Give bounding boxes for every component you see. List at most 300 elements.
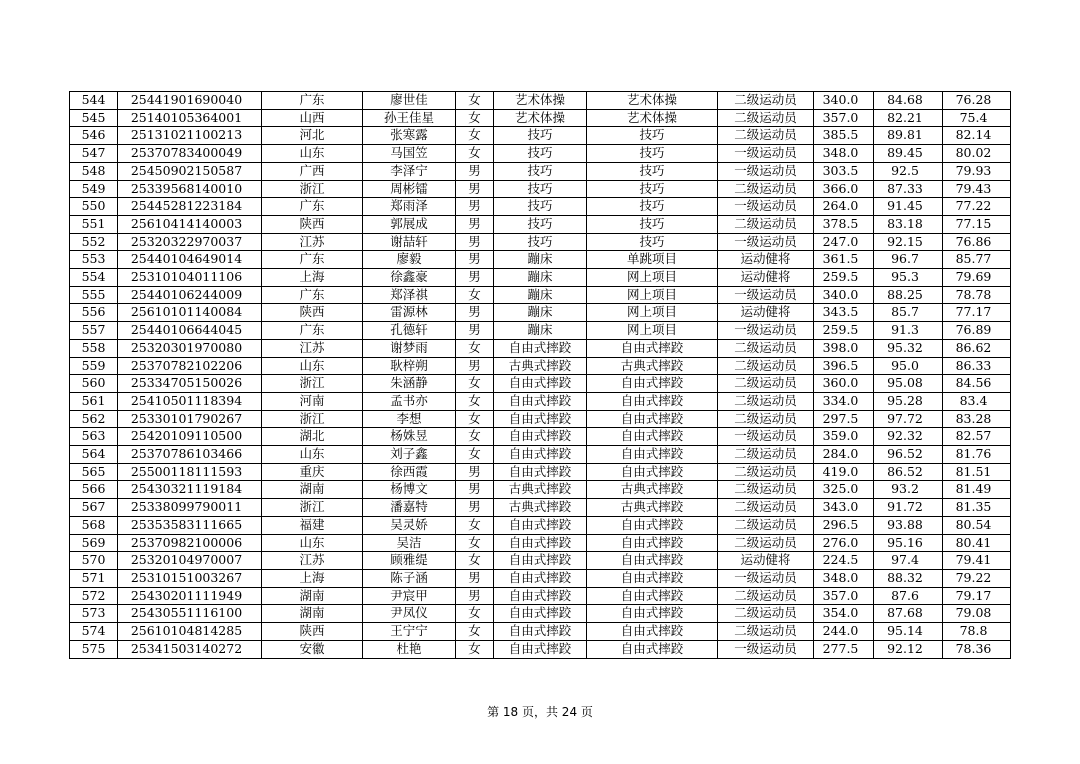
cell-name: 尹凤仪 — [363, 605, 456, 623]
cell-gender: 男 — [456, 322, 494, 340]
cell-gender: 女 — [456, 534, 494, 552]
cell-specialty-score: 82.21 — [874, 109, 943, 127]
cell-name: 潘嘉特 — [363, 499, 456, 517]
cell-gender: 女 — [456, 145, 494, 163]
cell-specialty-score: 95.3 — [874, 269, 943, 287]
cell-province: 广东 — [262, 92, 363, 110]
cell-culture-score: 343.5 — [814, 304, 874, 322]
cell-total-score: 77.22 — [943, 198, 1011, 216]
cell-event: 自由式摔跤 — [587, 375, 718, 393]
cell-total-score: 83.28 — [943, 410, 1011, 428]
cell-name: 徐鑫豪 — [363, 269, 456, 287]
cell-gender: 男 — [456, 587, 494, 605]
cell-exam-id: 25410501118394 — [118, 392, 262, 410]
table-body — [70, 92, 1011, 659]
cell-name: 杨姝昱 — [363, 428, 456, 446]
cell-athlete-level: 运动健将 — [718, 552, 814, 570]
cell-culture-score: 334.0 — [814, 392, 874, 410]
cell-name: 郑雨泽 — [363, 198, 456, 216]
cell-province: 广东 — [262, 198, 363, 216]
cell-sport: 自由式摔跤 — [494, 623, 587, 641]
cell-province: 湖南 — [262, 605, 363, 623]
cell-province: 山西 — [262, 109, 363, 127]
cell-athlete-level: 二级运动员 — [718, 463, 814, 481]
table-row — [70, 410, 1011, 428]
cell-specialty-score: 86.52 — [874, 463, 943, 481]
cell-specialty-score: 97.72 — [874, 410, 943, 428]
cell-gender: 女 — [456, 92, 494, 110]
cell-sport: 艺术体操 — [494, 109, 587, 127]
cell-total-score: 86.62 — [943, 339, 1011, 357]
cell-sport: 自由式摔跤 — [494, 587, 587, 605]
cell-sport: 自由式摔跤 — [494, 516, 587, 534]
cell-total-score: 79.69 — [943, 269, 1011, 287]
cell-exam-id: 25610104814285 — [118, 623, 262, 641]
cell-athlete-level: 二级运动员 — [718, 392, 814, 410]
cell-province: 广东 — [262, 251, 363, 269]
cell-specialty-score: 92.5 — [874, 162, 943, 180]
cell-event: 自由式摔跤 — [587, 534, 718, 552]
cell-sport: 技巧 — [494, 198, 587, 216]
cell-exam-id: 25320322970037 — [118, 233, 262, 251]
cell-event: 自由式摔跤 — [587, 410, 718, 428]
cell-culture-score: 348.0 — [814, 569, 874, 587]
cell-event: 技巧 — [587, 145, 718, 163]
cell-sport: 古典式摔跤 — [494, 499, 587, 517]
cell-gender: 女 — [456, 428, 494, 446]
cell-row-number: 564 — [70, 446, 118, 464]
cell-athlete-level: 一级运动员 — [718, 428, 814, 446]
cell-total-score: 82.57 — [943, 428, 1011, 446]
table-row — [70, 463, 1011, 481]
cell-gender: 男 — [456, 180, 494, 198]
cell-gender: 女 — [456, 286, 494, 304]
cell-gender: 男 — [456, 569, 494, 587]
cell-province: 陕西 — [262, 623, 363, 641]
cell-gender: 女 — [456, 605, 494, 623]
cell-sport: 蹦床 — [494, 251, 587, 269]
cell-total-score: 83.4 — [943, 392, 1011, 410]
cell-exam-id: 25310151003267 — [118, 569, 262, 587]
cell-event: 自由式摔跤 — [587, 552, 718, 570]
cell-row-number: 567 — [70, 499, 118, 517]
table-row — [70, 215, 1011, 233]
cell-total-score: 77.15 — [943, 215, 1011, 233]
cell-specialty-score: 91.72 — [874, 499, 943, 517]
cell-athlete-level: 二级运动员 — [718, 109, 814, 127]
cell-row-number: 572 — [70, 587, 118, 605]
table-row — [70, 357, 1011, 375]
cell-culture-score: 247.0 — [814, 233, 874, 251]
cell-athlete-level: 一级运动员 — [718, 640, 814, 658]
cell-name: 吴洁 — [363, 534, 456, 552]
cell-gender: 男 — [456, 304, 494, 322]
page-footer: 第 18 页，共 24 页 — [487, 705, 593, 719]
cell-exam-id: 25450902150587 — [118, 162, 262, 180]
cell-culture-score: 325.0 — [814, 481, 874, 499]
cell-row-number: 563 — [70, 428, 118, 446]
cell-gender: 女 — [456, 640, 494, 658]
cell-row-number: 559 — [70, 357, 118, 375]
cell-gender: 女 — [456, 339, 494, 357]
cell-event: 自由式摔跤 — [587, 605, 718, 623]
cell-sport: 自由式摔跤 — [494, 552, 587, 570]
cell-sport: 自由式摔跤 — [494, 534, 587, 552]
cell-specialty-score: 96.52 — [874, 446, 943, 464]
table-row — [70, 145, 1011, 163]
cell-gender: 男 — [456, 215, 494, 233]
cell-province: 福建 — [262, 516, 363, 534]
cell-sport: 古典式摔跤 — [494, 481, 587, 499]
cell-sport: 艺术体操 — [494, 92, 587, 110]
cell-name: 马国笠 — [363, 145, 456, 163]
cell-athlete-level: 二级运动员 — [718, 534, 814, 552]
cell-row-number: 546 — [70, 127, 118, 145]
cell-culture-score: 357.0 — [814, 109, 874, 127]
cell-sport: 技巧 — [494, 180, 587, 198]
cell-sport: 自由式摔跤 — [494, 463, 587, 481]
cell-exam-id: 25370782102206 — [118, 357, 262, 375]
cell-specialty-score: 83.18 — [874, 215, 943, 233]
cell-sport: 自由式摔跤 — [494, 410, 587, 428]
cell-row-number: 545 — [70, 109, 118, 127]
cell-total-score: 82.14 — [943, 127, 1011, 145]
cell-row-number: 554 — [70, 269, 118, 287]
table-row — [70, 605, 1011, 623]
cell-athlete-level: 运动健将 — [718, 251, 814, 269]
cell-sport: 蹦床 — [494, 304, 587, 322]
cell-event: 艺术体操 — [587, 92, 718, 110]
cell-total-score: 79.08 — [943, 605, 1011, 623]
table-row — [70, 534, 1011, 552]
cell-name: 王宁宁 — [363, 623, 456, 641]
cell-event: 单跳项目 — [587, 251, 718, 269]
cell-province: 山东 — [262, 145, 363, 163]
cell-athlete-level: 一级运动员 — [718, 286, 814, 304]
cell-specialty-score: 91.3 — [874, 322, 943, 340]
cell-culture-score: 357.0 — [814, 587, 874, 605]
cell-sport: 自由式摔跤 — [494, 569, 587, 587]
cell-province: 湖南 — [262, 481, 363, 499]
cell-exam-id: 25330101790267 — [118, 410, 262, 428]
cell-total-score: 79.43 — [943, 180, 1011, 198]
cell-row-number: 568 — [70, 516, 118, 534]
cell-province: 河北 — [262, 127, 363, 145]
cell-specialty-score: 87.33 — [874, 180, 943, 198]
cell-total-score: 79.41 — [943, 552, 1011, 570]
cell-row-number: 551 — [70, 215, 118, 233]
cell-gender: 女 — [456, 392, 494, 410]
cell-athlete-level: 二级运动员 — [718, 446, 814, 464]
table-row — [70, 339, 1011, 357]
cell-culture-score: 360.0 — [814, 375, 874, 393]
cell-gender: 男 — [456, 357, 494, 375]
cell-row-number: 561 — [70, 392, 118, 410]
cell-event: 自由式摔跤 — [587, 587, 718, 605]
cell-specialty-score: 89.45 — [874, 145, 943, 163]
cell-culture-score: 224.5 — [814, 552, 874, 570]
cell-total-score: 85.77 — [943, 251, 1011, 269]
cell-culture-score: 378.5 — [814, 215, 874, 233]
table-row — [70, 569, 1011, 587]
cell-total-score: 75.4 — [943, 109, 1011, 127]
cell-exam-id: 25441901690040 — [118, 92, 262, 110]
cell-row-number: 573 — [70, 605, 118, 623]
cell-name: 周彬镭 — [363, 180, 456, 198]
cell-row-number: 570 — [70, 552, 118, 570]
cell-name: 陈子涵 — [363, 569, 456, 587]
cell-total-score: 76.28 — [943, 92, 1011, 110]
cell-row-number: 553 — [70, 251, 118, 269]
cell-specialty-score: 95.0 — [874, 357, 943, 375]
cell-event: 自由式摔跤 — [587, 446, 718, 464]
table-row — [70, 446, 1011, 464]
cell-name: 孙王佳星 — [363, 109, 456, 127]
cell-athlete-level: 二级运动员 — [718, 339, 814, 357]
cell-province: 广东 — [262, 286, 363, 304]
cell-exam-id: 25610101140084 — [118, 304, 262, 322]
cell-exam-id: 25341503140272 — [118, 640, 262, 658]
cell-gender: 男 — [456, 499, 494, 517]
cell-athlete-level: 一级运动员 — [718, 162, 814, 180]
cell-exam-id: 25334705150026 — [118, 375, 262, 393]
cell-event: 网上项目 — [587, 304, 718, 322]
cell-province: 江苏 — [262, 552, 363, 570]
cell-row-number: 549 — [70, 180, 118, 198]
cell-province: 陕西 — [262, 304, 363, 322]
cell-event: 自由式摔跤 — [587, 428, 718, 446]
cell-sport: 蹦床 — [494, 286, 587, 304]
table-row — [70, 640, 1011, 658]
table-row — [70, 552, 1011, 570]
cell-culture-score: 398.0 — [814, 339, 874, 357]
cell-row-number: 556 — [70, 304, 118, 322]
cell-province: 上海 — [262, 269, 363, 287]
cell-specialty-score: 84.68 — [874, 92, 943, 110]
cell-specialty-score: 95.28 — [874, 392, 943, 410]
cell-gender: 男 — [456, 162, 494, 180]
cell-province: 湖南 — [262, 587, 363, 605]
cell-exam-id: 25320104970007 — [118, 552, 262, 570]
cell-total-score: 81.35 — [943, 499, 1011, 517]
cell-sport: 蹦床 — [494, 269, 587, 287]
cell-row-number: 565 — [70, 463, 118, 481]
cell-sport: 技巧 — [494, 127, 587, 145]
cell-province: 广西 — [262, 162, 363, 180]
cell-culture-score: 277.5 — [814, 640, 874, 658]
cell-row-number: 550 — [70, 198, 118, 216]
cell-culture-score: 354.0 — [814, 605, 874, 623]
cell-total-score: 84.56 — [943, 375, 1011, 393]
table-row — [70, 162, 1011, 180]
cell-row-number: 574 — [70, 623, 118, 641]
cell-athlete-level: 二级运动员 — [718, 180, 814, 198]
cell-culture-score: 385.5 — [814, 127, 874, 145]
cell-specialty-score: 92.12 — [874, 640, 943, 658]
cell-row-number: 544 — [70, 92, 118, 110]
cell-event: 自由式摔跤 — [587, 516, 718, 534]
cell-athlete-level: 运动健将 — [718, 304, 814, 322]
cell-specialty-score: 97.4 — [874, 552, 943, 570]
cell-specialty-score: 95.16 — [874, 534, 943, 552]
cell-event: 古典式摔跤 — [587, 481, 718, 499]
cell-name: 孔德轩 — [363, 322, 456, 340]
cell-event: 古典式摔跤 — [587, 499, 718, 517]
cell-row-number: 547 — [70, 145, 118, 163]
cell-culture-score: 419.0 — [814, 463, 874, 481]
cell-row-number: 555 — [70, 286, 118, 304]
cell-gender: 男 — [456, 463, 494, 481]
table-row — [70, 127, 1011, 145]
cell-total-score: 79.22 — [943, 569, 1011, 587]
cell-event: 自由式摔跤 — [587, 392, 718, 410]
cell-culture-score: 264.0 — [814, 198, 874, 216]
cell-name: 张寒露 — [363, 127, 456, 145]
cell-athlete-level: 二级运动员 — [718, 410, 814, 428]
cell-total-score: 78.8 — [943, 623, 1011, 641]
table-row — [70, 375, 1011, 393]
cell-athlete-level: 一级运动员 — [718, 569, 814, 587]
cell-event: 技巧 — [587, 180, 718, 198]
cell-total-score: 86.33 — [943, 357, 1011, 375]
cell-exam-id: 25320301970080 — [118, 339, 262, 357]
cell-province: 浙江 — [262, 180, 363, 198]
cell-total-score: 80.02 — [943, 145, 1011, 163]
cell-specialty-score: 91.45 — [874, 198, 943, 216]
cell-athlete-level: 二级运动员 — [718, 127, 814, 145]
cell-specialty-score: 88.32 — [874, 569, 943, 587]
cell-total-score: 81.76 — [943, 446, 1011, 464]
cell-athlete-level: 一级运动员 — [718, 233, 814, 251]
cell-exam-id: 25339568140010 — [118, 180, 262, 198]
cell-exam-id: 25338099790011 — [118, 499, 262, 517]
cell-sport: 蹦床 — [494, 322, 587, 340]
cell-province: 陕西 — [262, 215, 363, 233]
cell-province: 安徽 — [262, 640, 363, 658]
cell-culture-score: 303.5 — [814, 162, 874, 180]
cell-province: 浙江 — [262, 499, 363, 517]
cell-exam-id: 25440106644045 — [118, 322, 262, 340]
cell-athlete-level: 二级运动员 — [718, 357, 814, 375]
cell-row-number: 566 — [70, 481, 118, 499]
cell-culture-score: 284.0 — [814, 446, 874, 464]
cell-province: 山东 — [262, 534, 363, 552]
table-row — [70, 286, 1011, 304]
cell-total-score: 76.86 — [943, 233, 1011, 251]
table-row — [70, 198, 1011, 216]
table-row — [70, 623, 1011, 641]
cell-name: 徐西霞 — [363, 463, 456, 481]
cell-sport: 自由式摔跤 — [494, 339, 587, 357]
cell-row-number: 569 — [70, 534, 118, 552]
cell-sport: 自由式摔跤 — [494, 428, 587, 446]
cell-exam-id: 25140105364001 — [118, 109, 262, 127]
cell-exam-id: 25370783400049 — [118, 145, 262, 163]
cell-event: 网上项目 — [587, 269, 718, 287]
cell-exam-id: 25420109110500 — [118, 428, 262, 446]
cell-name: 吴灵娇 — [363, 516, 456, 534]
cell-row-number: 562 — [70, 410, 118, 428]
cell-specialty-score: 89.81 — [874, 127, 943, 145]
table-row — [70, 269, 1011, 287]
cell-total-score: 76.89 — [943, 322, 1011, 340]
admission-table — [69, 91, 1011, 659]
cell-province: 河南 — [262, 392, 363, 410]
cell-row-number: 552 — [70, 233, 118, 251]
cell-province: 江苏 — [262, 339, 363, 357]
cell-athlete-level: 二级运动员 — [718, 516, 814, 534]
cell-culture-score: 396.5 — [814, 357, 874, 375]
cell-athlete-level: 一级运动员 — [718, 322, 814, 340]
cell-sport: 技巧 — [494, 215, 587, 233]
cell-event: 技巧 — [587, 162, 718, 180]
cell-name: 刘子鑫 — [363, 446, 456, 464]
cell-name: 李泽宁 — [363, 162, 456, 180]
cell-exam-id: 25440104649014 — [118, 251, 262, 269]
cell-specialty-score: 95.14 — [874, 623, 943, 641]
cell-row-number: 558 — [70, 339, 118, 357]
cell-athlete-level: 一级运动员 — [718, 198, 814, 216]
table-row — [70, 481, 1011, 499]
table-row — [70, 251, 1011, 269]
cell-gender: 男 — [456, 198, 494, 216]
cell-exam-id: 25500118111593 — [118, 463, 262, 481]
table-row — [70, 392, 1011, 410]
cell-athlete-level: 二级运动员 — [718, 481, 814, 499]
cell-name: 顾雅缇 — [363, 552, 456, 570]
cell-name: 郭展成 — [363, 215, 456, 233]
cell-sport: 自由式摔跤 — [494, 392, 587, 410]
cell-total-score: 79.93 — [943, 162, 1011, 180]
cell-event: 网上项目 — [587, 322, 718, 340]
cell-event: 自由式摔跤 — [587, 339, 718, 357]
cell-row-number: 571 — [70, 569, 118, 587]
cell-sport: 技巧 — [494, 162, 587, 180]
table-row — [70, 587, 1011, 605]
cell-total-score: 77.17 — [943, 304, 1011, 322]
cell-gender: 女 — [456, 552, 494, 570]
cell-province: 广东 — [262, 322, 363, 340]
cell-gender: 男 — [456, 233, 494, 251]
cell-event: 技巧 — [587, 233, 718, 251]
cell-culture-score: 296.5 — [814, 516, 874, 534]
cell-gender: 女 — [456, 516, 494, 534]
cell-sport: 技巧 — [494, 233, 587, 251]
cell-exam-id: 25440106244009 — [118, 286, 262, 304]
cell-athlete-level: 二级运动员 — [718, 92, 814, 110]
table-row — [70, 109, 1011, 127]
cell-specialty-score: 93.88 — [874, 516, 943, 534]
cell-name: 耿梓朔 — [363, 357, 456, 375]
cell-gender: 男 — [456, 251, 494, 269]
cell-event: 技巧 — [587, 127, 718, 145]
cell-event: 自由式摔跤 — [587, 463, 718, 481]
cell-culture-score: 244.0 — [814, 623, 874, 641]
cell-sport: 古典式摔跤 — [494, 357, 587, 375]
cell-row-number: 548 — [70, 162, 118, 180]
cell-athlete-level: 二级运动员 — [718, 587, 814, 605]
cell-total-score: 81.49 — [943, 481, 1011, 499]
cell-name: 李想 — [363, 410, 456, 428]
cell-culture-score: 340.0 — [814, 92, 874, 110]
cell-specialty-score: 96.7 — [874, 251, 943, 269]
cell-exam-id: 25370786103466 — [118, 446, 262, 464]
cell-name: 朱涵静 — [363, 375, 456, 393]
cell-culture-score: 366.0 — [814, 180, 874, 198]
cell-exam-id: 25353583111665 — [118, 516, 262, 534]
cell-name: 谢喆轩 — [363, 233, 456, 251]
cell-athlete-level: 二级运动员 — [718, 623, 814, 641]
